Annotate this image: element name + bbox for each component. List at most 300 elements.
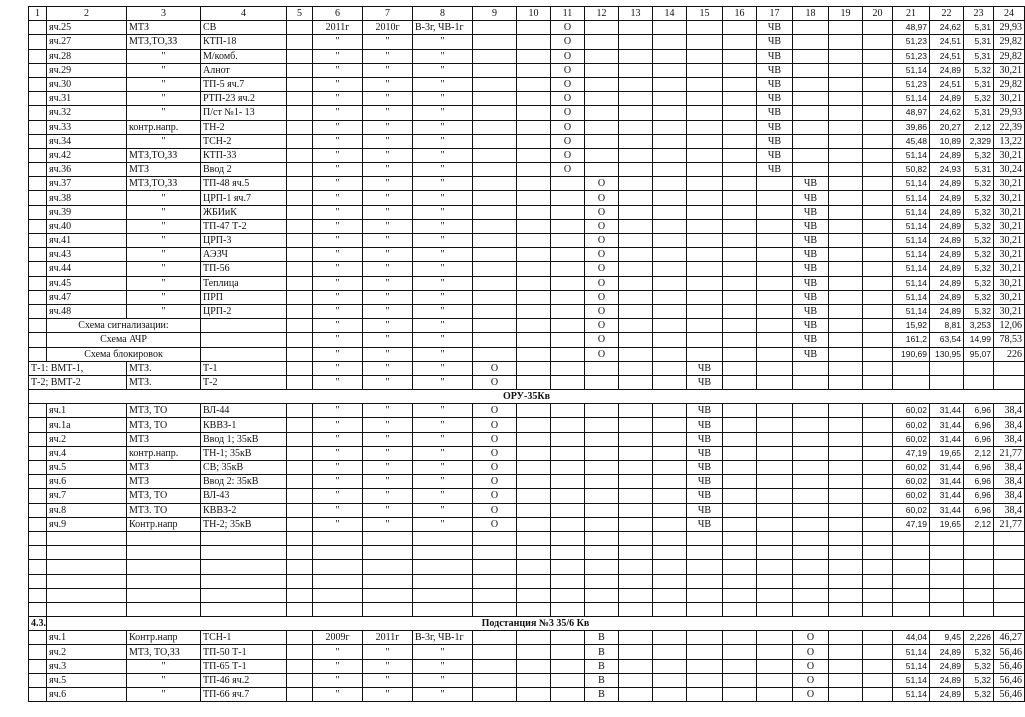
value-col-22: 24,89 — [930, 219, 964, 233]
table-cell — [517, 503, 551, 517]
cell-name: яч.29 — [47, 63, 127, 77]
cell-connection: ТН-2 — [201, 120, 287, 134]
cell-name: яч.4 — [47, 446, 127, 460]
table-cell: ЧВ — [793, 319, 829, 333]
table-cell — [863, 134, 893, 148]
table-cell — [619, 631, 653, 645]
table-cell — [517, 560, 551, 574]
value-col-22: 24,89 — [930, 304, 964, 318]
table-cell — [994, 560, 1025, 574]
table-row — [29, 304, 1025, 318]
table-cell — [619, 120, 653, 134]
table-cell — [687, 319, 723, 333]
table-cell — [29, 588, 47, 602]
table-cell — [619, 177, 653, 191]
cell-col-18: ЧВ — [793, 304, 829, 318]
table-cell — [127, 531, 201, 545]
table-cell — [723, 134, 757, 148]
table-cell — [829, 49, 863, 63]
cell-protection: " — [127, 688, 201, 702]
cell-name: яч.41 — [47, 234, 127, 248]
table-cell — [829, 35, 863, 49]
table-cell — [863, 631, 893, 645]
cell-col-7: " — [363, 219, 413, 233]
value-col-24: 21,77 — [994, 517, 1025, 531]
table-cell — [551, 432, 585, 446]
table-cell: ЧВ — [793, 333, 829, 347]
table-cell — [829, 92, 863, 106]
table-cell — [829, 205, 863, 219]
table-cell: " — [413, 688, 473, 702]
table-cell: " — [363, 432, 413, 446]
header-col-22: 22 — [930, 7, 964, 21]
table-cell: " — [363, 404, 413, 418]
table-cell — [551, 347, 585, 361]
table-cell — [863, 503, 893, 517]
table-row — [29, 148, 1025, 162]
table-cell — [829, 134, 863, 148]
cell-col-17: ЧВ — [757, 77, 793, 91]
table-cell — [893, 531, 930, 545]
cell-col-12 — [585, 35, 619, 49]
table-cell — [863, 276, 893, 290]
cell-name: яч.1 — [47, 404, 127, 418]
table-cell — [653, 588, 687, 602]
table-cell: О — [585, 347, 619, 361]
table-cell — [863, 148, 893, 162]
table-cell — [757, 503, 793, 517]
table-cell — [287, 262, 313, 276]
cell-col-17 — [757, 248, 793, 262]
table-cell: ЧВ — [687, 517, 723, 531]
cell-protection: " — [127, 49, 201, 63]
header-col-21: 21 — [893, 7, 930, 21]
table-cell — [829, 290, 863, 304]
cell-col-18 — [793, 63, 829, 77]
cell-col-11: О — [551, 120, 585, 134]
table-cell — [687, 688, 723, 702]
cell-col-12 — [585, 21, 619, 35]
table-cell — [517, 375, 551, 389]
cell-col-11 — [551, 191, 585, 205]
table-cell — [551, 361, 585, 375]
table-row — [29, 446, 1025, 460]
table-cell — [619, 475, 653, 489]
table-cell — [653, 475, 687, 489]
cell-col-12 — [585, 77, 619, 91]
cell-col-18: ЧВ — [793, 248, 829, 262]
cell-col-7: " — [363, 35, 413, 49]
table-cell — [723, 92, 757, 106]
table-cell — [473, 191, 517, 205]
table-row — [29, 163, 1025, 177]
table-cell — [517, 659, 551, 673]
table-cell — [653, 219, 687, 233]
table-cell — [723, 375, 757, 389]
table-cell — [517, 319, 551, 333]
table-cell — [517, 432, 551, 446]
section-title-row — [29, 617, 1025, 631]
table-cell — [287, 361, 313, 375]
table-cell: " — [363, 503, 413, 517]
cell-protection: " — [127, 134, 201, 148]
table-cell: ЧВ — [687, 375, 723, 389]
table-cell: В — [585, 645, 619, 659]
table-cell — [551, 461, 585, 475]
table-cell — [723, 531, 757, 545]
table-cell — [473, 333, 517, 347]
table-row — [29, 418, 1025, 432]
table-cell — [585, 588, 619, 602]
table-cell: " — [313, 475, 363, 489]
cell-col-6: " — [313, 219, 363, 233]
table-cell — [517, 588, 551, 602]
table-cell — [47, 560, 127, 574]
cell-col-8: " — [413, 63, 473, 77]
table-cell — [863, 21, 893, 35]
table-cell — [829, 560, 863, 574]
value-col-23: 5,32 — [964, 191, 994, 205]
table-cell — [723, 219, 757, 233]
value-col-21: 51,14 — [893, 673, 930, 687]
table-cell — [687, 602, 723, 616]
table-cell — [964, 588, 994, 602]
cell-connection: ТСН-1 — [201, 631, 287, 645]
cell-col-12: О — [585, 205, 619, 219]
cell-col-7: " — [363, 92, 413, 106]
table-cell — [517, 163, 551, 177]
value-col-22: 24,51 — [930, 49, 964, 63]
cell-col-17: ЧВ — [757, 148, 793, 162]
value-col-24: 38,4 — [994, 475, 1025, 489]
value-col-22: 24,89 — [930, 290, 964, 304]
table-cell — [313, 546, 363, 560]
scheme-label: Схема блокировок — [47, 347, 201, 361]
table-cell: О — [793, 673, 829, 687]
table-cell — [287, 631, 313, 645]
header-col-1: 1 — [29, 7, 47, 21]
table-cell — [619, 77, 653, 91]
blank-row — [29, 574, 1025, 588]
cell-protection: МТЗ. — [127, 361, 201, 375]
value-col-21: 45,48 — [893, 134, 930, 148]
cell-protection: МТЗ — [127, 432, 201, 446]
table-cell — [473, 560, 517, 574]
cell-col-8: " — [413, 120, 473, 134]
cell-protection: " — [127, 77, 201, 91]
table-cell — [287, 290, 313, 304]
table-cell — [551, 503, 585, 517]
cell-col-11: О — [551, 63, 585, 77]
table-cell — [793, 546, 829, 560]
table-cell — [893, 546, 930, 560]
table-cell — [723, 489, 757, 503]
table-cell — [619, 574, 653, 588]
cell-col-11: О — [551, 21, 585, 35]
table-cell — [29, 517, 47, 531]
section-title-row — [29, 390, 1025, 404]
table-cell — [619, 489, 653, 503]
table-row — [29, 489, 1025, 503]
cell-name: яч.48 — [47, 304, 127, 318]
table-cell — [29, 148, 47, 162]
cell-connection: ТП-46 яч.2 — [201, 673, 287, 687]
table-cell — [517, 63, 551, 77]
table-row — [29, 21, 1025, 35]
table-cell — [287, 77, 313, 91]
cell-col-11 — [551, 262, 585, 276]
table-cell — [473, 531, 517, 545]
cell-col-18: ЧВ — [793, 219, 829, 233]
cell-name: яч.6 — [47, 475, 127, 489]
table-cell — [287, 248, 313, 262]
table-cell — [619, 531, 653, 545]
table-cell — [47, 588, 127, 602]
cell-connection: ПРП — [201, 290, 287, 304]
table-cell — [29, 219, 47, 233]
header-col-16: 16 — [723, 7, 757, 21]
value-col-22: 24,89 — [930, 276, 964, 290]
cell-protection: МТЗ. — [127, 375, 201, 389]
cell-col-6: " — [313, 234, 363, 248]
table-cell — [653, 645, 687, 659]
cell-connection: Теплица — [201, 276, 287, 290]
value-col-23: 6,96 — [964, 432, 994, 446]
table-cell — [829, 347, 863, 361]
table-cell — [517, 177, 551, 191]
table-cell — [687, 333, 723, 347]
value-col-22: 31,44 — [930, 461, 964, 475]
table-cell: " — [413, 517, 473, 531]
table-cell — [653, 21, 687, 35]
cell-col-11: О — [551, 163, 585, 177]
table-cell: О — [473, 489, 517, 503]
table-cell — [619, 63, 653, 77]
table-cell — [930, 375, 964, 389]
table-cell — [723, 503, 757, 517]
cell-connection: ТП-50 Т-1 — [201, 645, 287, 659]
table-cell — [863, 347, 893, 361]
value-col-23: 5,31 — [964, 49, 994, 63]
table-cell — [473, 347, 517, 361]
cell-col-17 — [757, 219, 793, 233]
table-cell — [757, 347, 793, 361]
table-cell — [723, 659, 757, 673]
value-col-23: 5,31 — [964, 35, 994, 49]
table-cell — [687, 531, 723, 545]
table-row — [29, 432, 1025, 446]
cell-protection: МТЗ,ТО,ЗЗ — [127, 177, 201, 191]
value-col-21: 51,14 — [893, 688, 930, 702]
table-cell — [687, 248, 723, 262]
table-cell — [723, 177, 757, 191]
table-cell — [653, 574, 687, 588]
cell-col-12: О — [585, 177, 619, 191]
value-col-23: 3,253 — [964, 319, 994, 333]
value-col-23: 5,32 — [964, 673, 994, 687]
table-cell — [687, 148, 723, 162]
table-cell — [287, 489, 313, 503]
table-cell — [829, 517, 863, 531]
table-cell — [653, 49, 687, 63]
table-cell — [287, 191, 313, 205]
table-cell: " — [363, 319, 413, 333]
table-cell — [473, 163, 517, 177]
table-cell — [619, 361, 653, 375]
table-cell — [473, 134, 517, 148]
table-cell — [29, 276, 47, 290]
cell-col-12: О — [585, 276, 619, 290]
table-cell: О — [473, 461, 517, 475]
cell-col-17: ЧВ — [757, 92, 793, 106]
table-row — [29, 191, 1025, 205]
table-cell — [287, 63, 313, 77]
value-col-21: 51,23 — [893, 77, 930, 91]
cell-col-8: " — [413, 248, 473, 262]
table-cell — [757, 531, 793, 545]
table-cell — [473, 49, 517, 63]
value-col-24: 38,4 — [994, 503, 1025, 517]
table-cell — [687, 645, 723, 659]
cell-protection: Контр.напр — [127, 631, 201, 645]
table-cell — [517, 219, 551, 233]
table-cell — [473, 106, 517, 120]
table-row — [29, 631, 1025, 645]
cell-col-8: " — [413, 163, 473, 177]
table-cell — [585, 560, 619, 574]
cell-col-18 — [793, 21, 829, 35]
cell-name: яч.25 — [47, 21, 127, 35]
table-cell — [863, 205, 893, 219]
table-cell — [723, 262, 757, 276]
cell-protection: " — [127, 304, 201, 318]
table-cell: " — [363, 659, 413, 673]
table-cell: " — [363, 375, 413, 389]
table-cell — [287, 659, 313, 673]
table-cell: В-3г, ЧВ-1г — [413, 631, 473, 645]
table-cell — [653, 489, 687, 503]
table-cell: " — [413, 375, 473, 389]
table-cell — [687, 163, 723, 177]
cell-col-8: " — [413, 148, 473, 162]
cell-col-18 — [793, 148, 829, 162]
table-cell — [757, 489, 793, 503]
table-cell — [863, 517, 893, 531]
cell-col-12: О — [585, 191, 619, 205]
value-col-23: 2,329 — [964, 134, 994, 148]
cell-col-11: О — [551, 148, 585, 162]
cell-name: яч.5 — [47, 461, 127, 475]
cell-col-17 — [757, 177, 793, 191]
value-col-23: 5,32 — [964, 219, 994, 233]
cell-col-18: ЧВ — [793, 191, 829, 205]
table-row — [29, 35, 1025, 49]
cell-name: яч.33 — [47, 120, 127, 134]
value-col-22: 24,89 — [930, 248, 964, 262]
table-cell — [287, 418, 313, 432]
table-cell: " — [313, 659, 363, 673]
cell-col-17 — [757, 191, 793, 205]
table-cell — [757, 517, 793, 531]
cell-col-7: " — [363, 106, 413, 120]
table-cell — [793, 574, 829, 588]
table-cell: " — [413, 645, 473, 659]
cell-connection: КВВЗ-1 — [201, 418, 287, 432]
table-cell: ЧВ — [687, 461, 723, 475]
cell-col-17 — [757, 290, 793, 304]
table-cell — [551, 688, 585, 702]
value-col-22: 31,44 — [930, 432, 964, 446]
table-cell — [757, 546, 793, 560]
table-cell — [863, 361, 893, 375]
table-cell — [687, 49, 723, 63]
table-cell — [201, 588, 287, 602]
value-col-22: 31,44 — [930, 489, 964, 503]
table-cell — [585, 361, 619, 375]
value-col-23: 5,31 — [964, 21, 994, 35]
table-row — [29, 205, 1025, 219]
cell-col-7: " — [363, 177, 413, 191]
cell-col-17 — [757, 304, 793, 318]
table-cell: 2009г — [313, 631, 363, 645]
table-cell — [619, 35, 653, 49]
table-cell — [893, 602, 930, 616]
value-col-24: 30,21 — [994, 191, 1025, 205]
value-col-21: 51,14 — [893, 659, 930, 673]
table-cell — [994, 574, 1025, 588]
table-cell — [653, 163, 687, 177]
table-cell — [473, 631, 517, 645]
table-cell — [829, 177, 863, 191]
value-col-24: 38,4 — [994, 461, 1025, 475]
table-cell: " — [363, 673, 413, 687]
value-col-24: 29,82 — [994, 77, 1025, 91]
table-cell — [551, 574, 585, 588]
value-col-21: 48,97 — [893, 21, 930, 35]
table-cell — [829, 361, 863, 375]
table-cell — [287, 148, 313, 162]
cell-protection: МТЗ,ТО,ЗЗ — [127, 148, 201, 162]
table-cell — [29, 461, 47, 475]
table-cell: О — [473, 432, 517, 446]
table-cell — [585, 602, 619, 616]
table-cell — [413, 546, 473, 560]
table-cell: " — [363, 418, 413, 432]
table-cell — [863, 645, 893, 659]
cell-connection: ЖБИиК — [201, 205, 287, 219]
cell-col-8: " — [413, 205, 473, 219]
value-col-23: 14,99 — [964, 333, 994, 347]
table-row — [29, 248, 1025, 262]
table-cell — [863, 461, 893, 475]
cell-col-6: 2011г — [313, 21, 363, 35]
value-col-23: 5,32 — [964, 304, 994, 318]
cell-transformer: Т-1: ВМТ-1, — [29, 361, 127, 375]
value-col-23: 5,32 — [964, 148, 994, 162]
value-col-22: 24,89 — [930, 63, 964, 77]
table-cell — [517, 134, 551, 148]
table-cell — [363, 574, 413, 588]
value-col-24: 29,82 — [994, 35, 1025, 49]
table-cell: " — [413, 461, 473, 475]
cell-col-7: 2010г — [363, 21, 413, 35]
value-col-24: 30,21 — [994, 234, 1025, 248]
cell-col-6: " — [313, 63, 363, 77]
value-col-24: 29,93 — [994, 21, 1025, 35]
value-col-22: 10,89 — [930, 134, 964, 148]
table-cell — [413, 531, 473, 545]
table-cell — [653, 191, 687, 205]
